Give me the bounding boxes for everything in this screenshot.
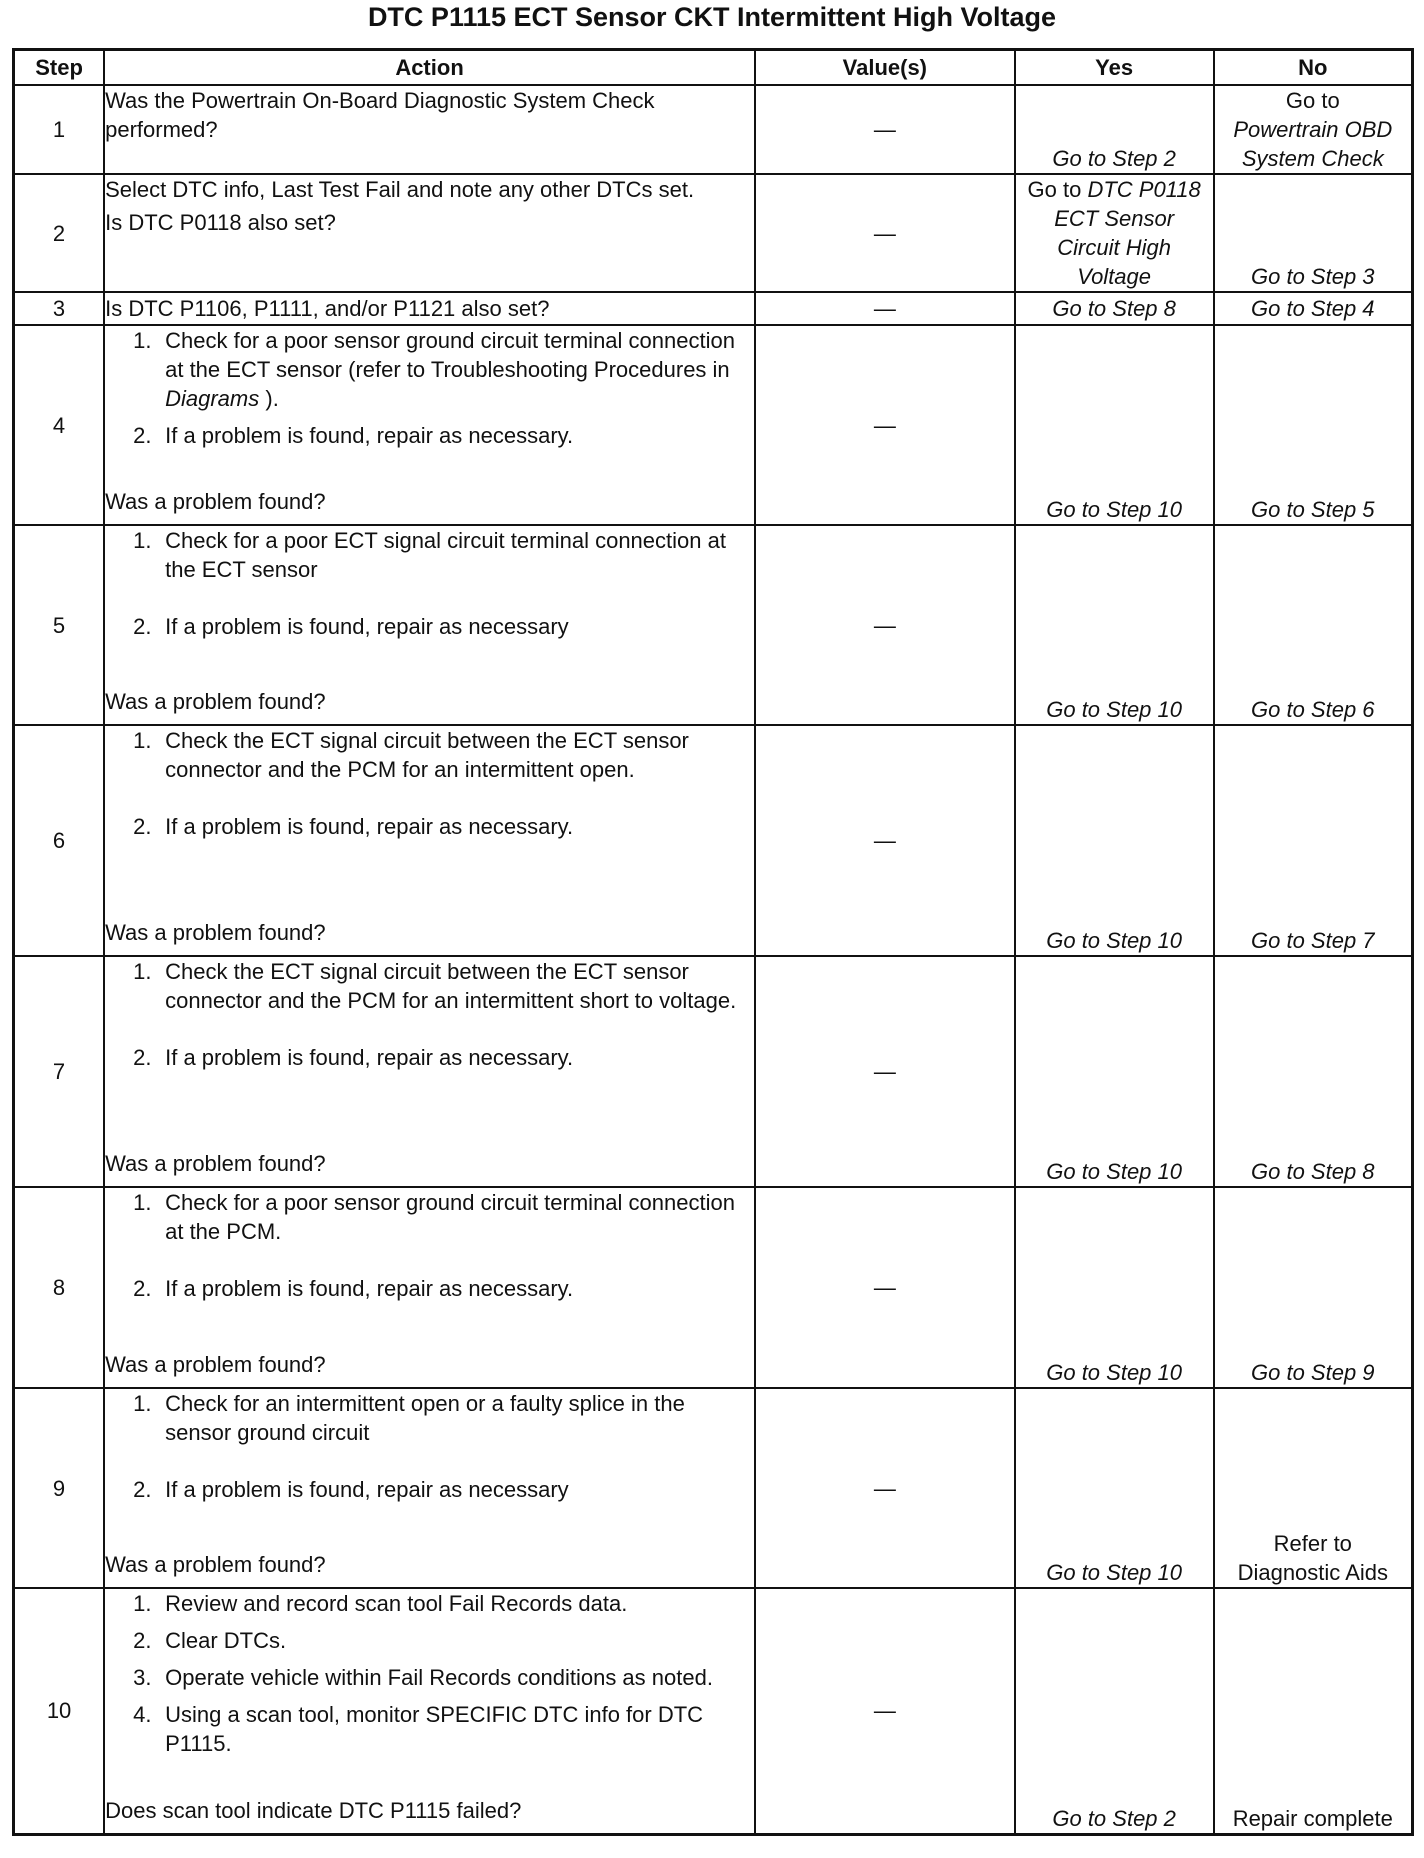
value-dash: — xyxy=(755,85,1015,174)
action-steps xyxy=(105,1589,754,1758)
action-steps xyxy=(105,726,754,849)
no-line: System Check xyxy=(1241,146,1384,171)
no-cell: Go to Step 3 xyxy=(1214,174,1413,292)
action-steps xyxy=(105,1188,754,1311)
no-cell: Go to Step 4 xyxy=(1214,292,1413,325)
no-line: Refer to xyxy=(1273,1531,1352,1556)
yes-cell: Go to Step 8 xyxy=(1015,292,1214,325)
list-item: 1. Check for an intermittent open or a faulty splice in the sensor ground circuit xyxy=(133,1391,685,1445)
yes-cell: Go to Step 10 xyxy=(1015,525,1214,725)
table-row xyxy=(14,725,1413,956)
action-steps xyxy=(105,957,754,1080)
action-text: Was the Powertrain On-Board Diagnostic System Check performed? xyxy=(105,88,655,142)
header-row xyxy=(14,50,1413,86)
list-item: 2. If a problem is found, repair as necessary. xyxy=(133,423,574,448)
table-row xyxy=(14,325,1413,525)
value-dash: — xyxy=(755,956,1015,1187)
no-cell xyxy=(1214,85,1413,174)
value-dash: — xyxy=(755,525,1015,725)
action-question: Does scan tool indicate DTC P1115 failed? xyxy=(105,1798,522,1823)
no-line: Diagnostic Aids xyxy=(1237,1560,1388,1585)
step-number: 10 xyxy=(14,1588,105,1834)
table-row xyxy=(14,85,1413,174)
action-question: Is DTC P0118 also set? xyxy=(105,210,336,235)
no-line: Go to xyxy=(1285,88,1340,113)
action-steps xyxy=(105,526,754,649)
table-row xyxy=(14,1588,1413,1834)
step-number: 4 xyxy=(14,325,105,525)
value-dash: — xyxy=(755,1388,1015,1588)
action-cell xyxy=(104,725,755,956)
action-cell xyxy=(104,525,755,725)
action-question: Was a problem found? xyxy=(105,920,326,945)
table-row xyxy=(14,956,1413,1187)
value-dash: — xyxy=(755,1588,1015,1834)
action-cell xyxy=(104,1187,755,1388)
yes-cell: Go to Step 10 xyxy=(1015,725,1214,956)
action-cell xyxy=(104,1388,755,1588)
list-item: 1. Check the ECT signal circuit between the ECT sensor connector and the PCM for an intermittent open. xyxy=(133,728,689,782)
value-dash: — xyxy=(755,725,1015,956)
header-values: Value(s) xyxy=(755,50,1015,86)
table-row xyxy=(14,1388,1413,1588)
yes-line xyxy=(1016,175,1213,204)
header-action: Action xyxy=(104,50,755,86)
yes-cell: Go to Step 10 xyxy=(1015,325,1214,525)
yes-cell: Go to Step 2 xyxy=(1015,1588,1214,1834)
no-line: Powertrain OBD xyxy=(1233,117,1393,142)
step-number: 9 xyxy=(14,1388,105,1588)
action-cell xyxy=(104,1588,755,1834)
no-cell: Go to Step 5 xyxy=(1214,325,1413,525)
list-item: 1. Check for a poor sensor ground circuit terminal connection at the PCM. xyxy=(133,1190,735,1244)
yes-cell: Go to Step 10 xyxy=(1015,1187,1214,1388)
page-title: DTC P1115 ECT Sensor CKT Intermittent High Voltage xyxy=(367,2,1057,32)
list-item: 1. Review and record scan tool Fail Records data. xyxy=(133,1591,628,1616)
no-cell: Go to Step 8 xyxy=(1214,956,1413,1187)
step-number: 6 xyxy=(14,725,105,956)
step-number: 3 xyxy=(14,292,105,325)
no-cell: Go to Step 7 xyxy=(1214,725,1413,956)
action-question: Was a problem found? xyxy=(105,1552,326,1577)
action-cell xyxy=(104,325,755,525)
list-item: 1. Check for a poor sensor ground circuit terminal connection at the ECT sensor (refer to Troubleshooting Procedures in Diagrams ). xyxy=(133,328,735,411)
action-cell xyxy=(104,174,755,292)
list-item: 2. If a problem is found, repair as necessary xyxy=(133,1477,569,1502)
yes-line: ECT Sensor xyxy=(1054,206,1175,231)
list-item: 2. If a problem is found, repair as necessary xyxy=(133,614,569,639)
no-cell: Go to Step 6 xyxy=(1214,525,1413,725)
list-item: 2. Clear DTCs. xyxy=(133,1628,287,1653)
step-number: 1 xyxy=(14,85,105,174)
step-number: 2 xyxy=(14,174,105,292)
value-dash: — xyxy=(755,292,1015,325)
yes-cell: Go to Step 2 xyxy=(1015,85,1214,174)
diagnostic-table xyxy=(12,48,1414,1836)
list-item: 2. If a problem is found, repair as necessary. xyxy=(133,1276,574,1301)
list-item: 1. Check the ECT signal circuit between the ECT sensor connector and the PCM for an intermittent short to voltage. xyxy=(133,959,737,1013)
table-row xyxy=(14,292,1413,325)
list-item: 2. If a problem is found, repair as necessary. xyxy=(133,814,574,839)
action-cell xyxy=(104,292,755,325)
yes-prefix: Go to xyxy=(1027,177,1082,202)
list-item: 1. Check for a poor ECT signal circuit terminal connection at the ECT sensor xyxy=(133,528,726,582)
list-item: 2. If a problem is found, repair as necessary. xyxy=(133,1045,574,1070)
action-question: Was a problem found? xyxy=(105,1151,326,1176)
no-cell: Repair complete xyxy=(1214,1588,1413,1834)
value-dash: — xyxy=(755,1187,1015,1388)
yes-cell: Go to Step 10 xyxy=(1015,956,1214,1187)
list-item: 4. Using a scan tool, monitor SPECIFIC DTC info for DTC P1115. xyxy=(133,1702,704,1756)
yes-cell xyxy=(1015,174,1214,292)
no-cell: Go to Step 9 xyxy=(1214,1187,1413,1388)
yes-cell: Go to Step 10 xyxy=(1015,1388,1214,1588)
value-dash: — xyxy=(755,325,1015,525)
yes-line: Voltage xyxy=(1077,264,1152,289)
header-no: No xyxy=(1214,50,1413,86)
yes-link-part: DTC P0118 xyxy=(1087,177,1201,202)
header-step: Step xyxy=(14,50,105,86)
action-question: Was a problem found? xyxy=(105,489,326,514)
action-question: Was a problem found? xyxy=(105,689,326,714)
action-question: Was a problem found? xyxy=(105,1352,326,1377)
action-steps xyxy=(105,326,754,458)
action-text: Is DTC P1106, P1111, and/or P1121 also set? xyxy=(105,296,550,321)
step-number: 8 xyxy=(14,1187,105,1388)
table-row xyxy=(14,1187,1413,1388)
table-row xyxy=(14,525,1413,725)
step-number: 7 xyxy=(14,956,105,1187)
header-yes: Yes xyxy=(1015,50,1214,86)
action-steps xyxy=(105,1389,754,1512)
value-dash: — xyxy=(755,174,1015,292)
list-item: 3. Operate vehicle within Fail Records conditions as noted. xyxy=(133,1665,713,1690)
yes-line: Circuit High xyxy=(1057,235,1171,260)
action-cell xyxy=(104,85,755,174)
action-cell xyxy=(104,956,755,1187)
step-number: 5 xyxy=(14,525,105,725)
table-row xyxy=(14,174,1413,292)
no-cell xyxy=(1214,1388,1413,1588)
action-text: Select DTC info, Last Test Fail and note any other DTCs set. xyxy=(105,177,695,202)
